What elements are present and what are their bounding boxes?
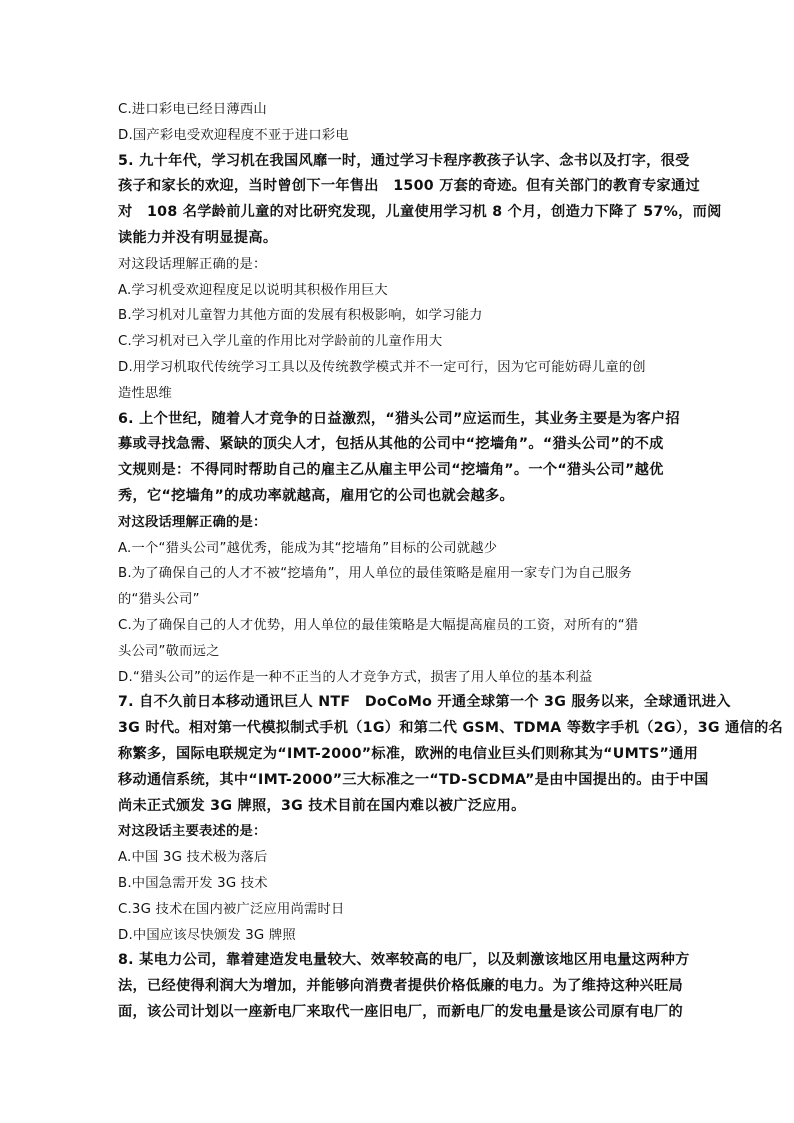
question-text-line: 文规则是：不得同时帮助自己的雇主乙从雇主甲公司“挖墙角”。一个“猎头公司”越优 [118,462,664,479]
question-prompt: 对这段话主要表述的是： [118,824,267,840]
answer-option: A.中国 3G 技术极为落后 [118,850,268,866]
answer-option: C.3G 技术在国内被广泛应用尚需时日 [118,901,345,917]
answer-option: B.中国急需开发 3G 技术 [118,875,268,891]
question-text-line: 移动通信系统，其中“IMT-2000”三大标准之一“TD-SCDMA”是由中国提出的。由于中国 [118,771,709,788]
question-text-line: 面，该公司计划以一座新电厂来取代一座旧电厂，而新电厂的发电量是该公司原有电厂的 [118,1003,684,1020]
answer-option: D.“猎头公司”的运作是一种不正当的人才竞争方式，损害了用人单位的基本利益 [118,669,593,685]
question-text-line: 8. 某电力公司，靠着建造发电量较大、效率较高的电厂，以及刺激该地区用电量这两种方 [118,952,690,969]
answer-option: D.用学习机取代传统学习工具以及传统教学模式并不一定可行，因为它可能妨碍儿童的创 [118,359,646,375]
question-text-line: 法，已经使得利润大为增加，并能够向消费者提供价格低廉的电力。为了维持这种兴旺局 [118,978,684,995]
question-text-line: 尚未正式颁发 3G 牌照，3G 技术目前在国内难以被广泛应用。 [118,797,526,814]
question-text-line: 7. 自不久前日本移动通讯巨人 NTF DoCoMo 开通全球第一个 3G 服务以来，全球通讯进入 [118,694,731,711]
answer-option: A.学习机受欢迎程度足以说明其积极作用巨大 [118,282,388,298]
question-text-line: 5. 九十年代，学习机在我国风靡一时，通过学习卡程序教孩子认字、念书以及打字，很受 [118,152,690,169]
question-text-line: 孩子和家长的欢迎，当时曾创下一年售出 1500 万套的奇迹。但有关部门的教育专家通过 [118,178,700,195]
question-prompt: 对这段话理解正确的是： [118,256,267,272]
answer-option: B.学习机对儿童智力其他方面的发展有积极影响，如学习能力 [118,308,483,324]
question-text-line: 读能力并没有明显提高。 [118,229,278,246]
answer-option: D.国产彩电受欢迎程度不亚于进口彩电 [118,127,349,143]
answer-option: C.学习机对已入学儿童的作用比对学龄前的儿童作用大 [118,334,443,350]
answer-option: C.为了确保自己的人才优势，用人单位的最佳策略是大幅提高雇员的工资，对所有的“猎 [118,617,639,633]
answer-option: B.为了确保自己的人才不被“挖墙角”，用人单位的最佳策略是雇用一家专门为自己服务 [118,566,632,582]
question-text-line: 6. 上个世纪，随着人才竞争的日益激烈，“猎头公司”应运而生，其业务主要是为客户招 [118,410,680,427]
question-text-line: 秀，它“挖墙角”的成功率就越高，雇用它的公司也就会越多。 [118,487,514,504]
answer-option: C.进口彩电已经日薄西山 [118,102,267,117]
answer-option: A.一个“猎头公司”越优秀，能成为其“挖墙角”目标的公司就越少 [118,540,498,556]
question-text-line: 募或寻找急需、紧缺的顶尖人才，包括从其他的公司中“挖墙角”。“猎头公司”的不成 [118,436,664,453]
answer-option: 头公司”敬而远之 [118,643,220,659]
question-text-line: 称繁多，国际电联规定为“IMT-2000”标准，欧洲的电信业巨头们则称其为“UMTS”通用 [118,745,699,762]
answer-option: D.中国应该尽快颁发 3G 牌照 [118,927,296,943]
question-prompt: 对这段话理解正确的是： [118,514,267,530]
answer-option: 的“猎头公司” [118,592,200,608]
answer-option: 造性思维 [118,385,172,401]
question-text-line: 对 108 名学龄前儿童的对比研究发现，儿童使用学习机 8 个月，创造力下降了 57%，而阅 [118,204,722,221]
question-text-line: 3G 时代。相对第一代模拟制式手机（1G）和第二代 GSM、TDMA 等数字手机（2G），3G 通信的名 [118,720,784,737]
document-page [118,97,784,1026]
